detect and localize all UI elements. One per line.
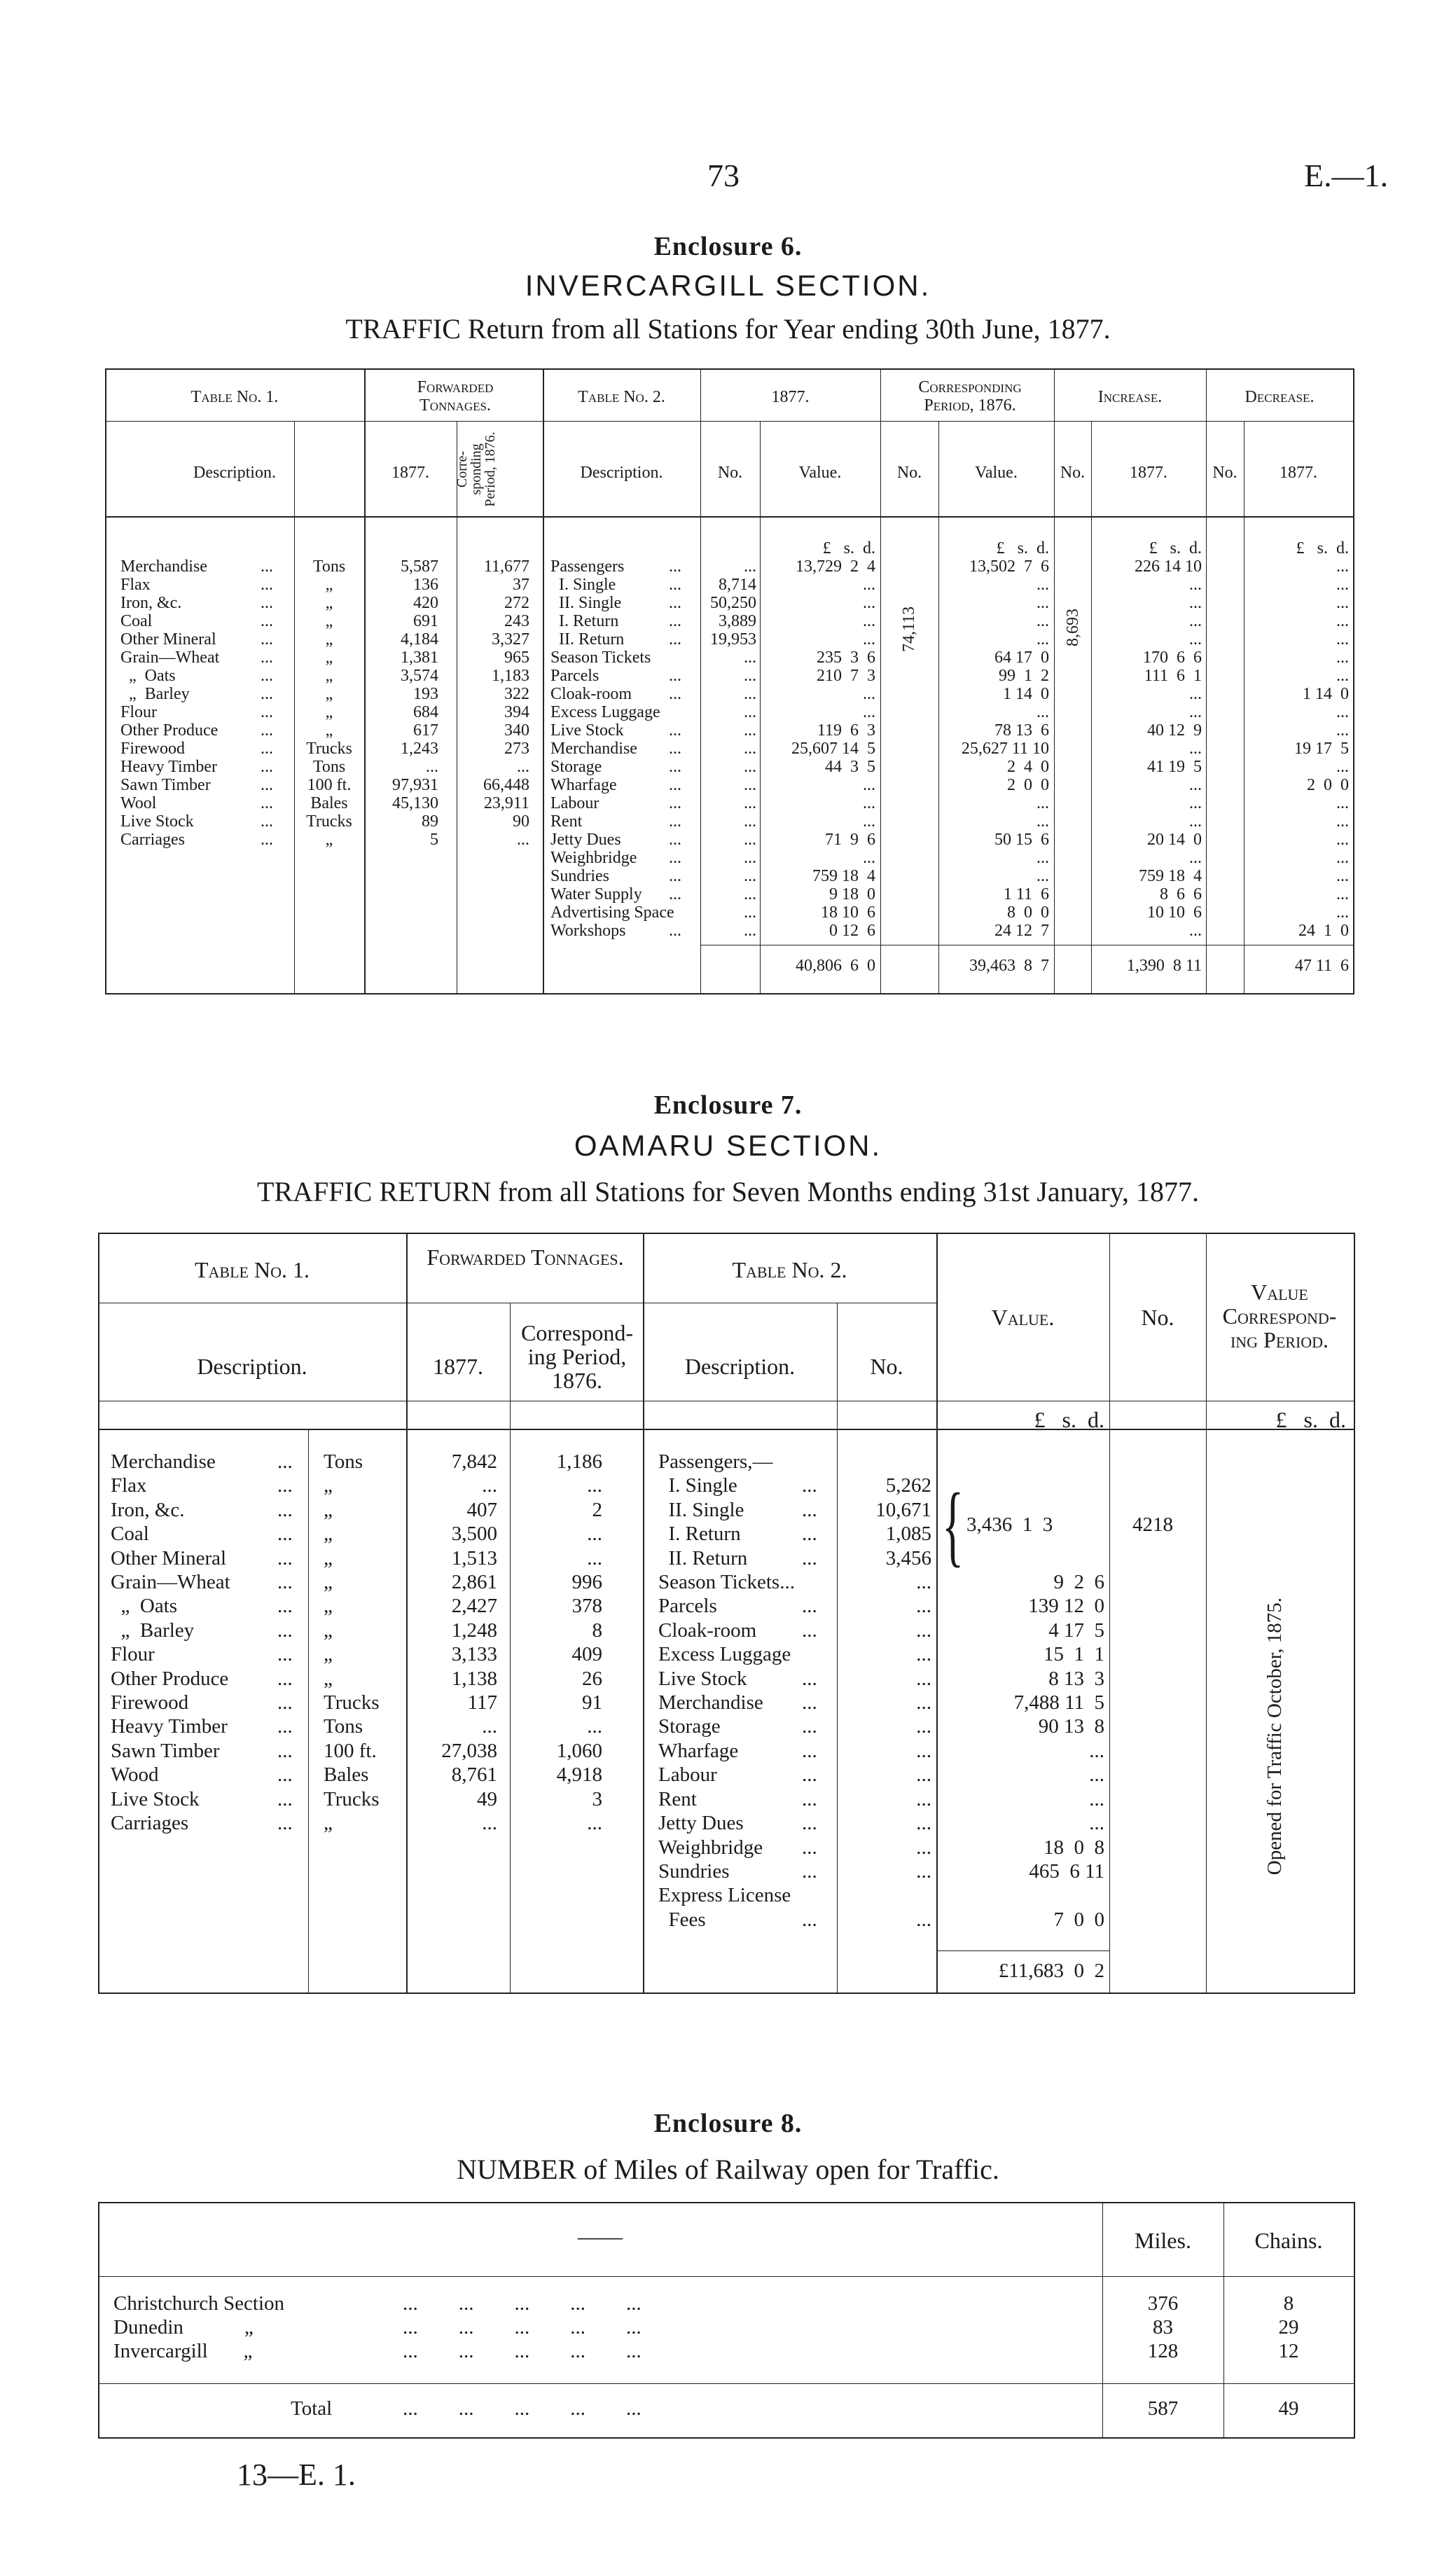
enc7-t1-descriptions: Merchandise Flax Iron, &c. Coal Other Mineral Grain—Wheat „ Oats „ Barley Flour Other Produce Firewood Heavy Timber Sawn Timber Wood Live Stock Carriages bbox=[111, 1450, 230, 1835]
enc6-t2-no-total: 74,113 bbox=[900, 606, 918, 652]
enc8-total-label: Total bbox=[291, 2397, 333, 2420]
enc6-t1-descriptions: Merchandise Flax Iron, &c. Coal Other Mineral Grain—Wheat „ Oats „ Barley Flour Other Produce Firewood Heavy Timber Sawn Timber Wool Live Stock Carriages bbox=[120, 557, 220, 849]
enc6-h-description: Description. bbox=[193, 464, 276, 482]
enc6-h-corr: Corresponding Period, 1876. bbox=[918, 378, 1022, 415]
enc6-lsd-corr: £ s. d. bbox=[996, 539, 1049, 557]
enc8-total-chains: 49 bbox=[1278, 2397, 1299, 2420]
enc8-row-dots: ... ... ... ... ... bbox=[403, 2316, 642, 2338]
enc7-lsd-value: £ s. d. bbox=[1034, 1407, 1104, 1432]
enc6-h-no4: No. bbox=[1212, 464, 1237, 482]
enc7-h-c1877: 1877. bbox=[433, 1354, 483, 1379]
enc6-h-value: Value. bbox=[798, 464, 842, 482]
enc7-h-table2: Table No. 2. bbox=[732, 1257, 847, 1282]
enc6-t2-no: ... 8,714 50,250 3,889 19,953 ... ... ... ... ... ... ... ... ... ... ... ... ... ... ... ... bbox=[710, 557, 756, 940]
enc7-t1-units: Tons „ „ „ „ „ „ „ „ „ Trucks Tons 100 ft. Bales Trucks „ bbox=[324, 1450, 380, 1835]
enc6-t1-units: Tons „ „ „ „ „ „ „ „ „ Trucks Tons 100 ft. Bales Trucks „ bbox=[306, 557, 352, 849]
enc6-t2-value: 13,729 2 4 ... ... ... ... 235 3 6 210 7 3 ... ... 119 6 3 25,607 14 5 44 3 5 ... ... ... 71 9 6 ... 759 18 4 9 18 0 18 10 6 0 12 6 bbox=[791, 557, 875, 940]
enc7-lsd-corr: £ s. d. bbox=[1275, 1407, 1346, 1432]
enc7-h-table1: Table No. 1. bbox=[195, 1257, 310, 1282]
enc8-row-name: Christchurch Section bbox=[113, 2292, 285, 2315]
enc6-lsd-dec: £ s. d. bbox=[1296, 539, 1349, 557]
enc6-h-table1: Table No. 1. bbox=[190, 388, 279, 406]
enc8-row bbox=[0, 2339, 1456, 2363]
enc6-lsd-value: £ s. d. bbox=[822, 539, 875, 557]
enc6-t2-desc-dots: ... ... ... ... ... ... ... ... ... ... ... ... ... ... ... ... ... ... bbox=[669, 557, 681, 940]
enc8-row bbox=[0, 2315, 1456, 2339]
enc6-t1-1877: 5,587 136 420 691 4,184 1,381 3,574 193 684 617 1,243 ... 97,931 45,130 89 5 bbox=[392, 557, 438, 849]
enc6-total-inc: 1,390 8 11 bbox=[1126, 957, 1202, 975]
enc7-t2-no: 5,262 10,671 1,085 3,456 ... ... ... ... ... ... ... ... ... ... ... ... ... ... bbox=[875, 1474, 931, 1931]
enc6-h-value2: Value. bbox=[975, 464, 1018, 482]
page-ref: E.—1. bbox=[1304, 158, 1389, 193]
enc6-h-no3: No. bbox=[1060, 464, 1086, 482]
enc7-subtitle: TRAFFIC RETURN from all Stations for Seven Months ending 31st January, 1877. bbox=[256, 1176, 1200, 1207]
enc7-passenger-brace: { bbox=[942, 1475, 964, 1576]
enc6-t2-decrease: ... ... ... ... ... ... ... 1 14 0 ... ... 19 17 5 ... 2 0 0 ... ... ... ... ... ... ... 24 1 0 bbox=[1294, 557, 1349, 940]
enc8-title: NUMBER of Miles of Railway open for Traffic. bbox=[457, 2154, 999, 2185]
enc7-h-forwarded: Forwarded Tonnages. bbox=[427, 1245, 624, 1270]
enc8-label: Enclosure 8. bbox=[653, 2109, 803, 2138]
enc8-row-miles: 83 bbox=[1153, 2316, 1173, 2338]
enc6-subtitle: TRAFFIC Return from all Stations for Year ending 30th June, 1877. bbox=[345, 313, 1111, 345]
enc7-t2-descriptions: Passengers,— I. Single II. Single I. Return II. Return Season Tickets... Parcels Cloak-room Excess Luggage Live Stock Merchandise Storage Wharfage Labour Rent Jetty Dues Weighbridge Sundries Express License Fees bbox=[658, 1450, 795, 1931]
enc7-h-description2: Description. bbox=[684, 1354, 796, 1379]
enc8-total-dots: ... ... ... ... ... bbox=[403, 2397, 642, 2420]
enc8-row-chains: 12 bbox=[1278, 2340, 1299, 2362]
enc7-t1-dots: ... ... ... ... ... ... ... ... ... ... ... ... ... ... ... ... bbox=[277, 1450, 293, 1835]
enc6-t2-descriptions: Passengers I. Single II. Single I. Return II. Return Season Tickets Parcels Cloak-room Excess Luggage Live Stock Merchandise Storage Wharfage Labour Rent Jetty Dues Weighbridge Sundries Water Supply Advertising Space Workshops bbox=[550, 557, 674, 940]
enc8-row-dots: ... ... ... ... ... bbox=[403, 2292, 642, 2315]
enc7-h-description: Description. bbox=[197, 1354, 307, 1379]
enc6-t1-1876: 11,677 37 272 243 3,327 965 1,183 322 394 340 273 ... 66,448 23,911 90 ... bbox=[483, 557, 529, 849]
enc6-h-table2: Table No. 2. bbox=[578, 388, 665, 406]
enc6-h-no2: No. bbox=[896, 464, 922, 482]
enc6-t1-dots: ... ... ... ... ... ... ... ... ... ... ... ... ... ... ... ... bbox=[261, 557, 273, 849]
enc7-t1-1876: 1,186 ... 2 ... ... 996 378 8 409 26 91 ... 1,060 4,918 3 ... bbox=[556, 1450, 602, 1835]
page-number: 73 bbox=[707, 158, 740, 193]
enc8-row-name: Dunedin „ bbox=[113, 2316, 254, 2338]
enc6-section-title: INVERCARGILL SECTION. bbox=[525, 269, 931, 302]
enc6-h-no: No. bbox=[717, 464, 743, 482]
page-footer: 13—E. 1. bbox=[237, 2458, 356, 2492]
enc7-t2-value: 9 2 6 139 12 0 4 17 5 15 1 1 8 13 3 7,488 11 5 90 13 8 ... ... ... ... 18 0 8 465 6 11 7 0 0 bbox=[1013, 1571, 1104, 1931]
enc6-total-value: 40,806 6 0 bbox=[796, 957, 875, 975]
enc7-h-valcorr: Value Correspond-ing Period. bbox=[1222, 1280, 1337, 1352]
enc6-h-decrease: Decrease. bbox=[1244, 388, 1315, 406]
enc7-total: £11,683 0 2 bbox=[998, 1960, 1104, 1982]
enc7-section-title: OAMARU SECTION. bbox=[574, 1129, 882, 1162]
enc7-h-no: No. bbox=[1141, 1305, 1174, 1330]
enc8-row-chains: 8 bbox=[1283, 2292, 1294, 2315]
enc7-passenger-value: 3,436 1 3 bbox=[966, 1513, 1053, 1536]
enc7-h-no2: No. bbox=[870, 1354, 903, 1379]
enc8-row-chains: 29 bbox=[1278, 2316, 1299, 2338]
enc7-passenger-no: 4218 bbox=[1132, 1513, 1173, 1536]
enc7-opened-note: Opened for Traffic October, 1875. bbox=[1263, 1598, 1286, 1876]
enc6-total-corr: 39,463 8 7 bbox=[969, 957, 1049, 975]
enc7-h-ccorr: Correspond-ing Period, 1876. bbox=[521, 1320, 633, 1393]
enc6-lsd-inc: £ s. d. bbox=[1149, 539, 1202, 557]
enc8-row bbox=[0, 2292, 1456, 2315]
enc6-h-description2: Description. bbox=[580, 464, 663, 482]
enc8-total-row bbox=[0, 2397, 1456, 2420]
enc7-h-value: Value. bbox=[991, 1305, 1055, 1330]
enc8-row-miles: 128 bbox=[1147, 2340, 1179, 2362]
enc8-row-miles: 376 bbox=[1147, 2292, 1179, 2315]
enc8-total-miles: 587 bbox=[1147, 2397, 1179, 2420]
enc8-dash-header: —— bbox=[578, 2224, 623, 2249]
enc7-t2-desc-dots: ... ... ... ... ... ... ... ... ... ... ... ... ... ... ... ... bbox=[802, 1474, 817, 1931]
enc6-total-dec: 47 11 6 bbox=[1294, 957, 1349, 975]
enc6-h-inc1877: 1877. bbox=[1130, 464, 1167, 482]
enc8-chains-header: Chains. bbox=[1254, 2228, 1323, 2253]
enc6-h-c1877: 1877. bbox=[391, 464, 429, 482]
enc6-h-dec1877: 1877. bbox=[1280, 464, 1317, 482]
enc6-h-1877: 1877. bbox=[771, 388, 810, 406]
enc6-t2-increase: 226 14 10 ... ... ... ... 170 6 6 111 6 1 ... ... 40 12 9 ... 41 19 5 ... ... ... 20 14 0 ... 759 18 4 8 6 6 10 10 6 ... bbox=[1135, 557, 1202, 940]
enc6-h-forwarded: Forwarded Tonnages. bbox=[417, 378, 494, 415]
enc7-label: Enclosure 7. bbox=[653, 1090, 803, 1120]
enc6-t2-corr-value: 13,502 7 6 ... ... ... ... 64 17 0 99 1 2 1 14 0 ... 78 13 6 25,627 11 10 2 4 0 2 0 0 ... ... 50 15 6 ... ... 1 11 6 8 0 0 24 12 7 bbox=[961, 557, 1049, 940]
enc6-corr-no-total: 8,693 bbox=[1064, 609, 1082, 646]
enc6-label: Enclosure 6. bbox=[653, 232, 803, 261]
enc6-h-increase: Increase. bbox=[1097, 388, 1163, 406]
enc8-miles-header: Miles. bbox=[1135, 2228, 1191, 2253]
enc7-t1-1877: 7,842 ... 407 3,500 1,513 2,861 2,427 1,248 3,133 1,138 117 ... 27,038 8,761 49 ... bbox=[441, 1450, 497, 1835]
enc8-row-dots: ... ... ... ... ... bbox=[403, 2340, 642, 2362]
enc8-row-name: Invercargill „ bbox=[113, 2340, 253, 2362]
enc6-h-ccorr: Corre-sponding Period, 1876. bbox=[455, 431, 498, 507]
